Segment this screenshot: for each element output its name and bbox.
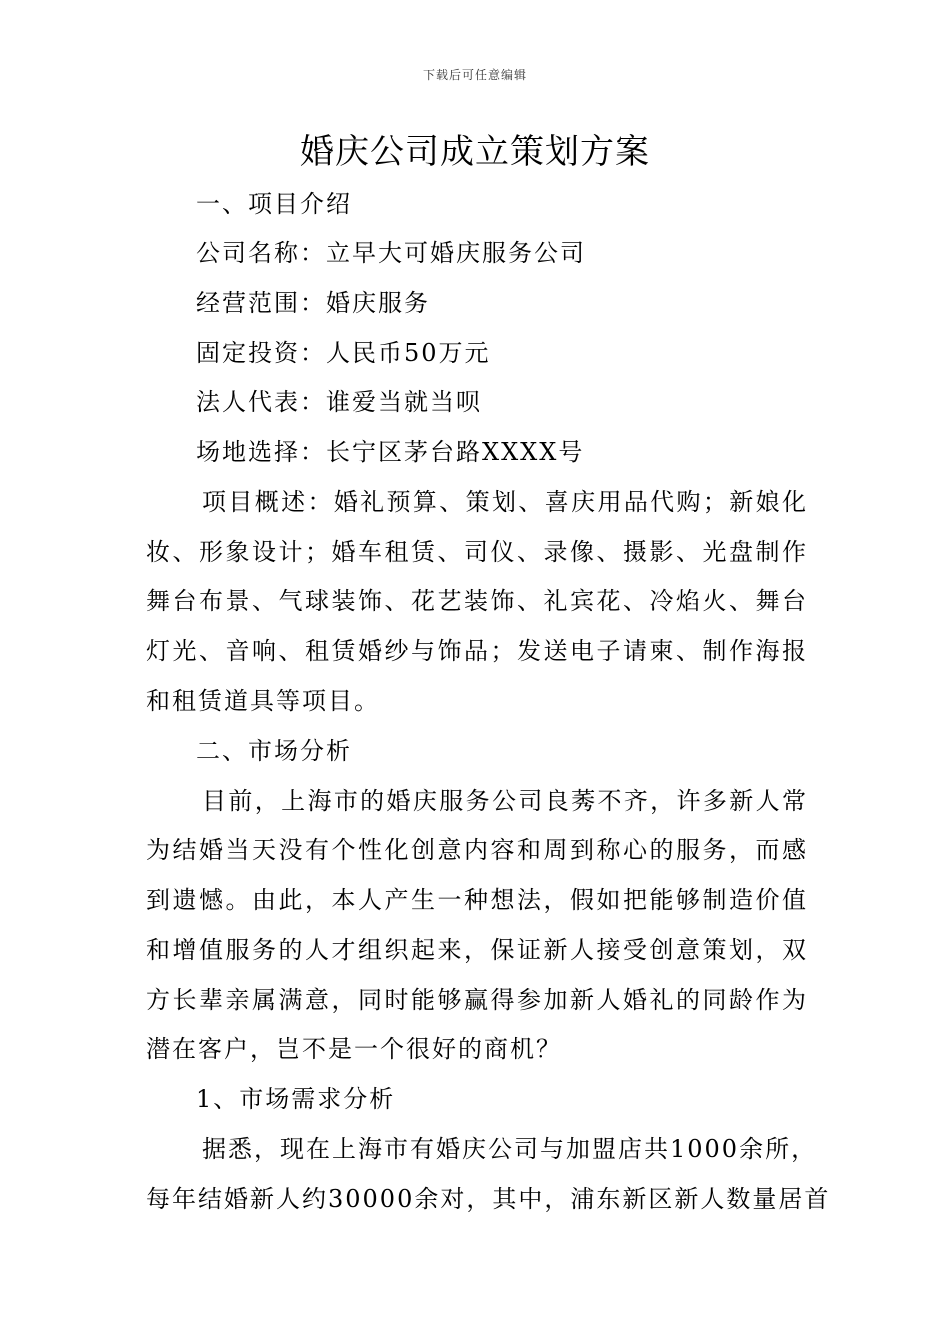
overview-line-1: 项目概述：婚礼预算、策划、喜庆用品代购；新娘化 bbox=[202, 488, 808, 516]
overview-line-2: 妆、形象设计；婚车租赁、司仪、录像、摄影、光盘制作 bbox=[146, 538, 808, 566]
overview-line-3: 舞台布景、气球装饰、花艺装饰、礼宾花、冷焰火、舞台 bbox=[146, 587, 808, 615]
market-paragraph-line-3: 到遗憾。由此，本人产生一种想法，假如把能够制造价值 bbox=[146, 886, 808, 914]
section-heading-demand-analysis: 1、市场需求分析 bbox=[196, 1085, 396, 1113]
market-paragraph-line-6: 潜在客户，岂不是一个很好的商机？ bbox=[146, 1035, 562, 1063]
market-paragraph-line-4: 和增值服务的人才组织起来，保证新人接受创意策划，双 bbox=[146, 936, 808, 964]
document-title: 婚庆公司成立策划方案 bbox=[300, 132, 650, 172]
venue-line: 场地选择：长宁区茅台路XXXX号 bbox=[196, 438, 585, 466]
overview-line-4: 灯光、音响、租赁婚纱与饰品；发送电子请柬、制作海报 bbox=[146, 637, 808, 665]
header-note: 下载后可任意编辑 bbox=[422, 68, 527, 82]
market-paragraph-line-5: 方长辈亲属满意，同时能够赢得参加新人婚礼的同龄作为 bbox=[146, 986, 808, 1014]
overview-line-5: 和租赁道具等项目。 bbox=[146, 687, 380, 715]
section-heading-market-analysis: 二、市场分析 bbox=[196, 737, 352, 765]
demand-paragraph-line-1: 据悉，现在上海市有婚庆公司与加盟店共1000余所， bbox=[202, 1135, 818, 1163]
section-heading-project-intro: 一、项目介绍 bbox=[196, 190, 352, 218]
market-paragraph-line-1: 目前，上海市的婚庆服务公司良莠不齐，许多新人常 bbox=[202, 787, 808, 815]
company-name-line: 公司名称：立早大可婚庆服务公司 bbox=[196, 239, 586, 267]
legal-representative-line: 法人代表：谁爱当就当呗 bbox=[196, 388, 482, 416]
business-scope-line: 经营范围：婚庆服务 bbox=[196, 289, 430, 317]
demand-paragraph-line-2: 每年结婚新人约30000余对，其中，浦东新区新人数量居首 bbox=[146, 1185, 831, 1213]
fixed-investment-line: 固定投资：人民币50万元 bbox=[196, 339, 491, 367]
market-paragraph-line-2: 为结婚当天没有个性化创意内容和周到称心的服务，而感 bbox=[146, 836, 808, 864]
